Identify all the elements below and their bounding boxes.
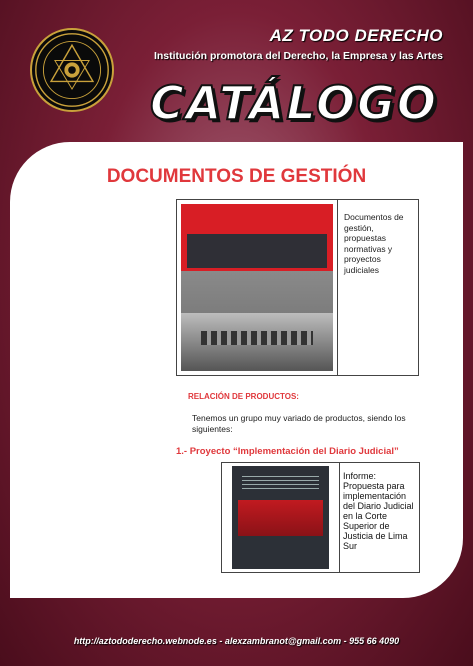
brand-block [154, 26, 443, 62]
relation-title: RELACIÓN DE PRODUCTOS: [188, 392, 299, 401]
az-seal-logo-icon [30, 28, 114, 112]
footer-contact: http://aztododerecho.webnode.es - alexzambranot@gmail.com - 955 66 4090 [73, 636, 400, 646]
brand-subtitle: Institución promotora del Derecho, la Empresa y las Artes [153, 50, 443, 62]
brand-title: AZ TODO DERECHO [269, 26, 443, 45]
document-table-2 [221, 462, 420, 573]
content-sheet [10, 142, 463, 598]
document-description-2: Informe: Propuesta para implementación del Diario Judicial en la Corte Superior de Justicia de Lima Sur [343, 471, 414, 551]
catalog-title: CATÁLOGO [150, 76, 439, 130]
relation-text: Tenemos un grupo muy variado de productos, siendo los siguientes: [192, 413, 406, 434]
document-table-1 [176, 199, 419, 376]
project-title: 1.- Proyecto “Implementación del Diario Judicial” [176, 446, 399, 457]
document-description-1: Documentos de gestión, propuestas normativas y proyectos judiciales [344, 212, 404, 275]
section-heading: DOCUMENTOS DE GESTIÓN [106, 166, 367, 187]
document-cover-image-2 [222, 463, 340, 572]
document-cover-image-1 [177, 200, 338, 375]
